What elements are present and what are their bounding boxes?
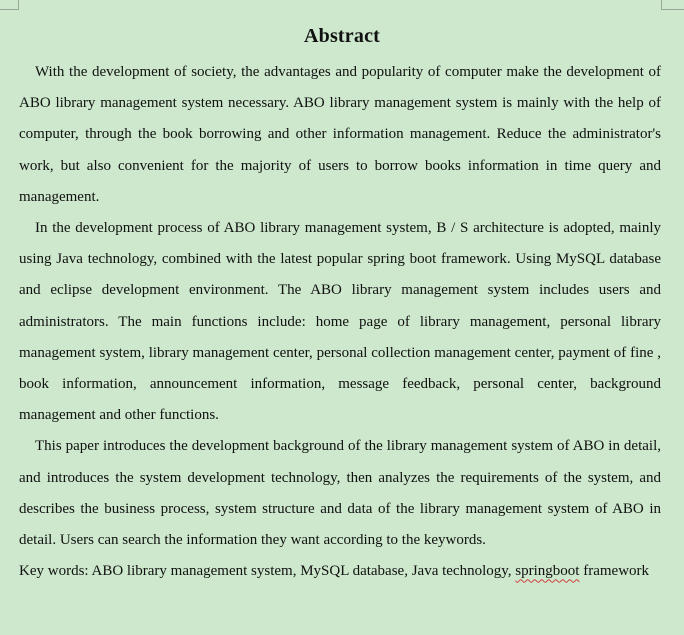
keywords-text: Key words: ABO library management system, MySQL database, Java technology, [19, 563, 516, 580]
document-title: Abstract [303, 25, 381, 47]
paragraph-intro: With the development of society, the advantages and popularity of computer make the development of ABO library management system necessary. ABO library management system is mainly with the help of computer, through the book borrowing and other information management. Reduce the administrator's work, but also convenient for the majority of users to borrow books information in time query and management. [19, 64, 661, 205]
margin-mark-top-left-horizontal [0, 9, 19, 10]
keywords-suffix: framework [579, 563, 650, 580]
document-body[interactable] [19, 57, 661, 587]
paragraph-development: In the development process of ABO library management system, B / S architecture is adopted, mainly using Java technology, combined with the latest popular spring boot framework. Using MySQL database and eclipse development environment. The ABO library management system includes users and administrators. The main functions include: home page of library management, personal library management system, library management center, personal collection management center, payment of fine , book information, announcement information, message feedback, personal center, background management and other functions. [19, 220, 661, 424]
margin-mark-top-right-horizontal [661, 9, 684, 10]
paragraph-summary: This paper introduces the development background of the library management system of ABO in detail, and introduces the system development technology, then analyzes the requirements of the system, and describes the business process, system structure and data of the library management system of ABO in detail. Users can search the information they want according to the keywords. [19, 438, 661, 549]
spellcheck-flagged-word[interactable]: springboot [515, 563, 580, 580]
keywords-line [19, 556, 661, 587]
